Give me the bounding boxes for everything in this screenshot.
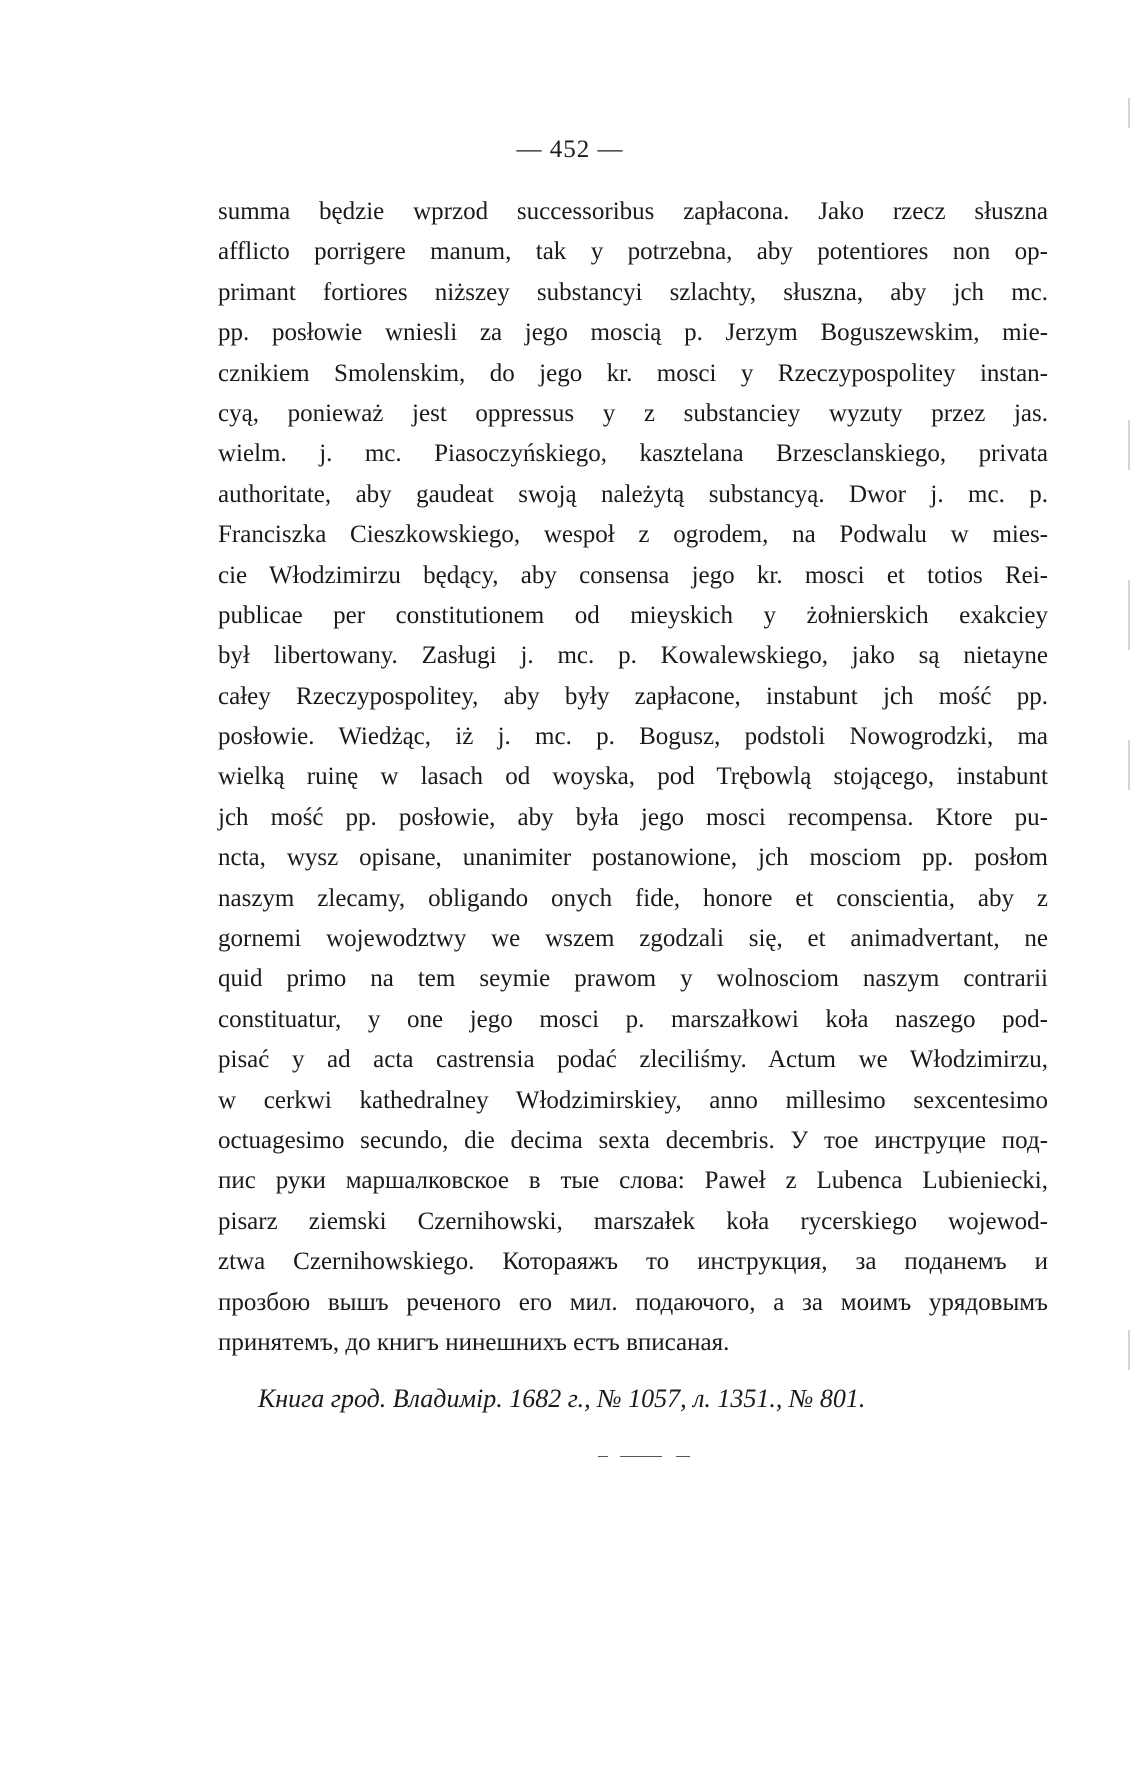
text-line: posłowie. Wiedżąc, iż j. mc. p. Bogusz, podstoli Nowogrodzki, ma (218, 723, 1048, 751)
text-line: ncta, wysz opisane, unanimiter postanowione, jch mosciom pp. posłom (218, 844, 1048, 872)
page-edge-mark (1128, 420, 1130, 470)
text-line: gornemi wojewodztwy we wszem zgodzali się, et animadvertant, ne (218, 925, 1048, 953)
text-line: naszym zlecamy, obligando onych fide, honore et conscientia, aby z (218, 884, 1048, 912)
text-line: authoritate, aby gaudeat swoją należytą substancyą. Dwor j. mc. p. (218, 480, 1048, 508)
text-line: прозбою вышъ реченого его мил. подаючого, а за моимъ урядовымъ (218, 1288, 1048, 1316)
page-edge-mark (1128, 740, 1130, 790)
text-line: wielm. j. mc. Piasoczyńskiego, kasztelana Brzesclanskiego, privata (218, 440, 1048, 468)
text-line: ztwa Czernihowskiego. Котораяжъ то инструкция, за поданемъ и (218, 1248, 1048, 1276)
page-number: — 452 — (516, 136, 624, 163)
text-line: quid primo na tem seymie prawom y wolnosciom naszym contrarii (218, 965, 1048, 993)
page-edge-mark (1128, 98, 1130, 128)
text-line: summa będzie wprzod successoribus zapłacona. Jako rzecz słuszna (218, 198, 1048, 225)
text-line: пис руки маршалковское в тые слова: Paweł z Lubenca Lubieniecki, (218, 1167, 1048, 1195)
text-line: afflicto porrigere manum, tak y potrzebna, aby potentiores non op- (218, 238, 1048, 266)
text-line: publicae per constitutionem od mieyskich y żołnierskich exakciey (218, 601, 1048, 629)
text-line: był libertowany. Zasługi j. mc. p. Kowalewskiego, jako są nietayne (218, 642, 1048, 670)
document-body (218, 192, 1048, 1363)
text-line: cyą, ponieważ jest oppressus y z substanciey wyzuty przez jas. (218, 399, 1048, 427)
text-line: w cerkwi kathedralney Włodzimirskiey, anno millesimo sexcentesimo (218, 1086, 1048, 1114)
page-edge-mark (1128, 1330, 1130, 1370)
text-line: wielką ruinę w lasach od woyska, pod Trębowlą stojącego, instabunt (218, 763, 1048, 791)
text-line: octuagesimo secundo, die decima sexta decembris. У тое инструцие под- (218, 1126, 1048, 1154)
end-mark-divider (598, 1452, 692, 1462)
text-line: pisarz ziemski Czernihowski, marszałek koła rycerskiego wojewod- (218, 1207, 1048, 1235)
page-edge-mark (1128, 580, 1130, 650)
source-citation: Книга грод. Владимір. 1682 г., № 1057, л. 1351., № 801. (258, 1384, 866, 1413)
text-line: constituatur, y one jego mosci p. marszałkowi koła naszego pod- (218, 1005, 1048, 1033)
text-line: jch mość pp. posłowie, aby była jego mosci recompensa. Ktore pu- (218, 803, 1048, 831)
text-line: primant fortiores niższey substancyi szlachty, słuszna, aby jch mc. (218, 278, 1048, 306)
text-line: całey Rzeczypospolitey, aby były zapłacone, instabunt jch mość pp. (218, 682, 1048, 710)
text-line-last: принятемъ, до книгъ нинешнихъ естъ вписаная. (218, 1328, 730, 1356)
text-line: Franciszka Cieszkowskiego, wespoł z ogrodem, na Podwalu w mies- (218, 521, 1048, 549)
text-line: cie Włodzimirzu będący, aby consensa jego kr. mosci et totios Rei- (218, 561, 1048, 589)
text-line: pp. posłowie wniesli za jego moscią p. Jerzym Boguszewskim, mie- (218, 319, 1048, 347)
text-line: pisać y ad acta castrensia podać zleciliśmy. Actum we Włodzimirzu, (218, 1046, 1048, 1074)
text-line: cznikiem Smolenskim, do jego kr. mosci y Rzeczypospolitey instan- (218, 359, 1048, 387)
